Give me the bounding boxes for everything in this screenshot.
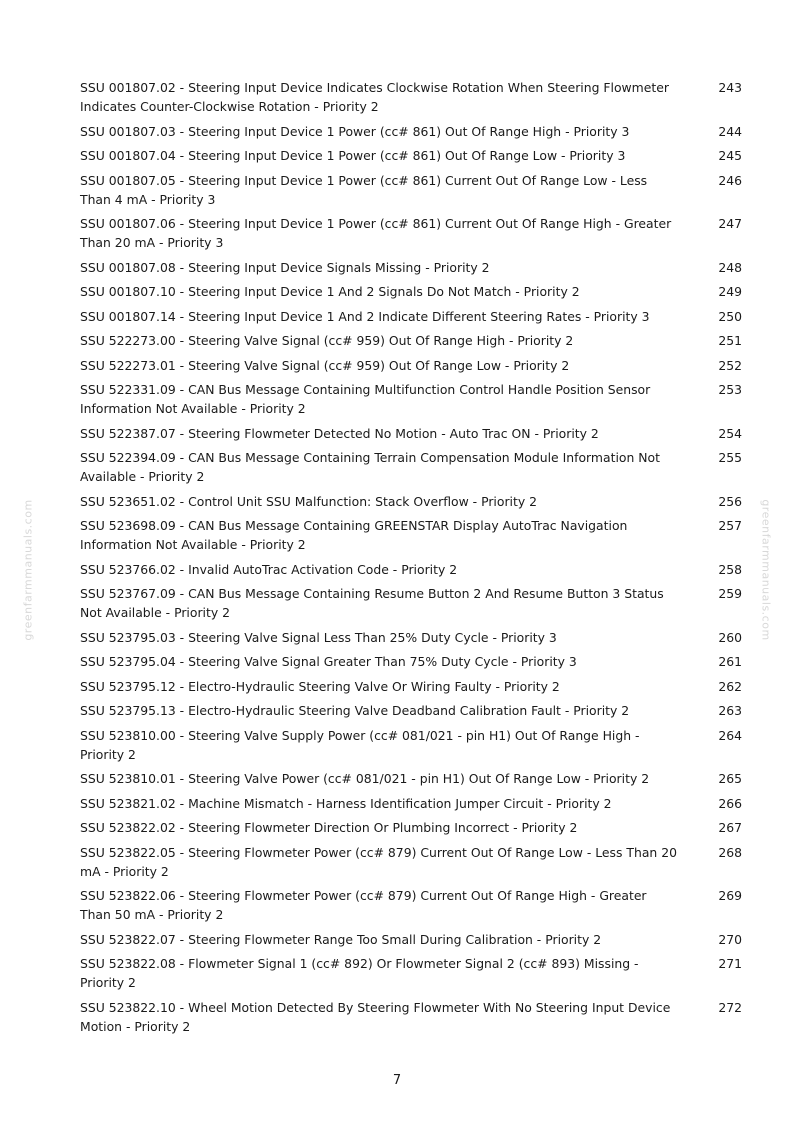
toc-entry-title[interactable]: SSU 523822.08 - Flowmeter Signal 1 (cc# 892) Or Flowmeter Signal 2 (cc# 893) Missing - Priority 2 (80, 956, 639, 990)
toc-entry-page-number[interactable]: 257 (718, 518, 742, 533)
toc-entry[interactable] (80, 677, 742, 696)
toc-entry[interactable] (80, 380, 742, 418)
toc-entry-page-number[interactable]: 267 (718, 820, 742, 835)
toc-entry[interactable] (80, 726, 742, 764)
toc-entry-title[interactable]: SSU 001807.10 - Steering Input Device 1 And 2 Signals Do Not Match - Priority 2 (80, 284, 580, 299)
toc-entry-title[interactable]: SSU 522273.00 - Steering Valve Signal (cc# 959) Out Of Range High - Priority 2 (80, 333, 574, 348)
toc-entry-title[interactable]: SSU 523822.02 - Steering Flowmeter Direction Or Plumbing Incorrect - Priority 2 (80, 820, 578, 835)
toc-entry-title[interactable]: SSU 001807.04 - Steering Input Device 1 Power (cc# 861) Out Of Range Low - Priority 3 (80, 148, 626, 163)
toc-entry[interactable] (80, 794, 742, 813)
toc-entry-title[interactable]: SSU 522331.09 - CAN Bus Message Containing Multifunction Control Handle Position Sensor Information Not Available - Priority 2 (80, 382, 651, 416)
toc-entry-title[interactable]: SSU 001807.02 - Steering Input Device Indicates Clockwise Rotation When Steering Flowmeter Indicates Counter-Clockwise Rotation - Priority 2 (80, 80, 669, 114)
toc-entry-title[interactable]: SSU 523795.04 - Steering Valve Signal Greater Than 75% Duty Cycle - Priority 3 (80, 654, 577, 669)
toc-entry[interactable] (80, 998, 742, 1036)
toc-entry-page-number[interactable]: 245 (718, 148, 742, 163)
toc-entry-title[interactable]: SSU 523822.06 - Steering Flowmeter Power (cc# 879) Current Out Of Range High - Greater Than 50 mA - Priority 2 (80, 888, 647, 922)
toc-entry-title[interactable]: SSU 523767.09 - CAN Bus Message Containing Resume Button 2 And Resume Button 3 Status Not Available - Priority 2 (80, 586, 664, 620)
toc-entry-title[interactable]: SSU 523795.03 - Steering Valve Signal Less Than 25% Duty Cycle - Priority 3 (80, 629, 557, 645)
toc-entry[interactable] (80, 214, 742, 252)
toc-entry-title[interactable]: SSU 522387.07 - Steering Flowmeter Detected No Motion - Auto Trac ON - Priority 2 (80, 425, 599, 441)
toc-entry[interactable] (80, 448, 742, 486)
toc-entry-page-number[interactable]: 268 (718, 844, 742, 860)
toc-entry-title[interactable]: SSU 522394.09 - CAN Bus Message Containing Terrain Compensation Module Information Not Available - Priority 2 (80, 450, 660, 484)
toc-entry[interactable] (80, 930, 742, 949)
toc-entry-page-number[interactable]: 272 (718, 999, 742, 1015)
toc-entry[interactable] (80, 282, 742, 301)
toc-entry-page-number[interactable]: 255 (718, 450, 742, 465)
toc-entry-page-number[interactable]: 258 (718, 561, 742, 577)
toc-entry[interactable] (80, 818, 742, 837)
toc-entry-page-number[interactable]: 264 (718, 727, 742, 743)
toc-entry-page-number[interactable]: 259 (718, 586, 742, 601)
toc-entry[interactable] (80, 492, 742, 511)
toc-entry[interactable] (80, 122, 742, 141)
toc-entry-page-number[interactable]: 270 (718, 931, 742, 947)
toc-entry-title[interactable]: SSU 523822.10 - Wheel Motion Detected By Steering Flowmeter With No Steering Input Device Motion - Priority 2 (80, 999, 671, 1034)
toc-entry-page-number[interactable]: 271 (718, 956, 742, 971)
toc-entry-page-number[interactable]: 260 (718, 629, 742, 645)
toc-entry-page-number[interactable]: 252 (718, 357, 742, 373)
toc-entry[interactable] (80, 628, 742, 647)
toc-entry-page-number[interactable]: 250 (718, 308, 742, 324)
toc-entry-page-number[interactable]: 269 (718, 888, 742, 903)
toc-entry-title[interactable]: SSU 001807.14 - Steering Input Device 1 And 2 Indicate Different Steering Rates - Priority 3 (80, 308, 650, 324)
toc-entry[interactable] (80, 843, 742, 881)
toc-entry-title[interactable]: SSU 001807.05 - Steering Input Device 1 Power (cc# 861) Current Out Of Range Low - Less Than 4 mA - Priority 3 (80, 172, 648, 207)
toc-entry-title[interactable]: SSU 523766.02 - Invalid AutoTrac Activation Code - Priority 2 (80, 561, 458, 577)
toc-entry-page-number[interactable]: 262 (718, 678, 742, 694)
toc-entry[interactable] (80, 769, 742, 788)
toc-entry-title[interactable]: SSU 523795.12 - Electro-Hydraulic Steering Valve Or Wiring Faulty - Priority 2 (80, 678, 560, 694)
toc-entry[interactable] (80, 356, 742, 375)
watermark-left: greenfarmmanuals.com (21, 499, 35, 641)
watermark-right: greenfarmmanuals.com (759, 499, 773, 641)
toc-entry-page-number[interactable]: 244 (718, 123, 742, 139)
toc-entry[interactable] (80, 171, 742, 209)
toc-entry-page-number[interactable]: 254 (718, 425, 742, 441)
toc-entry[interactable] (80, 331, 742, 350)
toc-entry[interactable] (80, 701, 742, 720)
toc-entry-title[interactable]: SSU 523795.13 - Electro-Hydraulic Steering Valve Deadband Calibration Fault - Priority 2 (80, 703, 630, 718)
toc-entry[interactable] (80, 584, 742, 622)
toc-entry-page-number[interactable]: 246 (718, 172, 742, 188)
toc-entry[interactable] (80, 652, 742, 671)
toc-entry[interactable] (80, 886, 742, 924)
toc-entry-title[interactable]: SSU 001807.08 - Steering Input Device Signals Missing - Priority 2 (80, 259, 490, 275)
toc-entry-page-number[interactable]: 265 (718, 771, 742, 786)
toc-entry[interactable] (80, 516, 742, 554)
toc-entry-title[interactable]: SSU 523698.09 - CAN Bus Message Containing GREENSTAR Display AutoTrac Navigation Information Not Available - Priority 2 (80, 518, 628, 552)
toc-entry[interactable] (80, 146, 742, 165)
toc-entry-page-number[interactable]: 266 (718, 795, 742, 811)
toc-entry-title[interactable]: SSU 523822.05 - Steering Flowmeter Power (cc# 879) Current Out Of Range Low - Less Than 20 mA - Priority 2 (80, 844, 677, 879)
toc-entry-page-number[interactable]: 261 (718, 654, 742, 669)
toc-entry-page-number[interactable]: 251 (718, 333, 742, 348)
toc-entry-title[interactable]: SSU 523822.07 - Steering Flowmeter Range Too Small During Calibration - Priority 2 (80, 931, 602, 947)
toc-entry[interactable] (80, 258, 742, 277)
toc-entry-title[interactable]: SSU 001807.03 - Steering Input Device 1 Power (cc# 861) Out Of Range High - Priority 3 (80, 123, 630, 139)
toc-entry[interactable] (80, 954, 742, 992)
table-of-contents (80, 78, 742, 1041)
toc-entry-title[interactable]: SSU 523810.00 - Steering Valve Supply Power (cc# 081/021 - pin H1) Out Of Range High - Priority 2 (80, 727, 640, 762)
toc-entry-title[interactable]: SSU 522273.01 - Steering Valve Signal (cc# 959) Out Of Range Low - Priority 2 (80, 357, 570, 373)
toc-entry[interactable] (80, 424, 742, 443)
toc-entry[interactable] (80, 307, 742, 326)
toc-entry-page-number[interactable]: 243 (718, 80, 742, 95)
toc-entry-page-number[interactable]: 256 (718, 493, 742, 509)
toc-entry-title[interactable]: SSU 001807.06 - Steering Input Device 1 Power (cc# 861) Current Out Of Range High - Greater Than 20 mA - Priority 3 (80, 216, 672, 250)
toc-entry-page-number[interactable]: 263 (718, 703, 742, 718)
toc-entry[interactable] (80, 560, 742, 579)
toc-entry-title[interactable]: SSU 523651.02 - Control Unit SSU Malfunction: Stack Overflow - Priority 2 (80, 493, 538, 509)
toc-entry-page-number[interactable]: 253 (718, 382, 742, 397)
toc-entry-page-number[interactable]: 249 (718, 284, 742, 299)
toc-entry-title[interactable]: SSU 523810.01 - Steering Valve Power (cc# 081/021 - pin H1) Out Of Range Low - Priority 2 (80, 771, 650, 786)
toc-entry-page-number[interactable]: 247 (718, 216, 742, 231)
toc-entry-title[interactable]: SSU 523821.02 - Machine Mismatch - Harness Identification Jumper Circuit - Priority 2 (80, 795, 612, 811)
page-number: 7 (392, 1073, 402, 1088)
toc-entry-page-number[interactable]: 248 (718, 259, 742, 275)
toc-entry[interactable] (80, 78, 742, 116)
